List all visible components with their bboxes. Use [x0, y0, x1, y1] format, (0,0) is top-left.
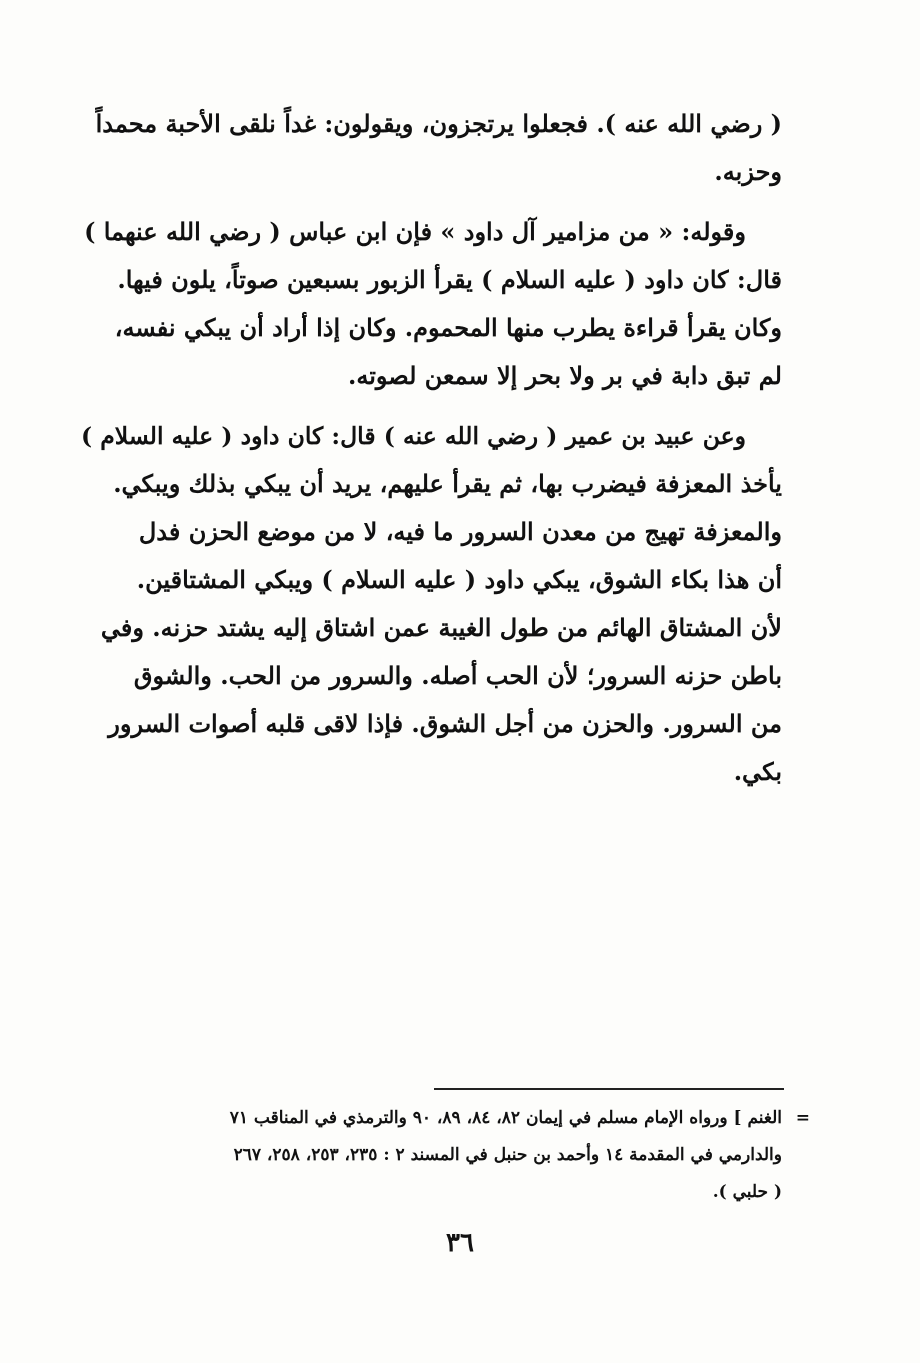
text-line: من السرور. والحزن من أجل الشوق. فإذا لاقى قلبه أصوات السرور — [108, 709, 782, 738]
main-text — [78, 100, 782, 808]
text-line: قال: كان داود ( عليه السلام ) يقرأ الزبور بسبعين صوتاً، يلون فيها. — [117, 265, 782, 294]
footnote-line: الغنم ] ورواه الإمام مسلم في إيمان ٨٢، ٨٤، ٨٩، ٩٠ والترمذي في المناقب ٧١ — [229, 1108, 782, 1128]
text-line: بكي. — [733, 757, 782, 786]
paragraph-3 — [78, 412, 782, 796]
paragraph-2 — [78, 208, 782, 400]
text-line: والمعزفة تهيج من معدن السرور ما فيه، لا من موضع الحزن فدل — [138, 517, 782, 546]
footnote — [78, 1100, 810, 1211]
text-line: وكان يقرأ قراءة يطرب منها المحموم. وكان إذا أراد أن يبكي نفسه، — [114, 313, 782, 342]
text-line: ( رضي الله عنه ). فجعلوا يرتجزون، ويقولون: غداً نلقى الأحبة محمداً — [95, 109, 782, 138]
text-line: لأن المشتاق الهائم من طول الغيبة عمن اشتاق إليه يشتد حزنه. وفي — [100, 613, 782, 642]
footnote-line: والدارمي في المقدمة ١٤ وأحمد بن حنبل في المسند ٢ : ٢٣٥، ٢٥٣، ٢٥٨، ٢٦٧ — [233, 1145, 782, 1165]
text-line: وعن عبيد بن عمير ( رضي الله عنه ) قال: كان داود ( عليه السلام ) — [80, 422, 746, 450]
paragraph-1 — [78, 100, 782, 196]
text-line: وقوله: « من مزامير آل داود » فإن ابن عباس ( رضي الله عنهما ) — [84, 217, 746, 246]
text-line: يأخذ المعزفة فيضرب بها، ثم يقرأ عليهم، يريد أن يبكي بذلك ويبكي. — [113, 469, 782, 498]
footnote-divider — [434, 1088, 784, 1090]
text-line: باطن حزنه السرور؛ لأن الحب أصله. والسرور من الحب. والشوق — [133, 661, 782, 690]
page-number: ٣٦ — [446, 1228, 474, 1258]
text-line: لم تبق دابة في بر ولا بحر إلا سمعن لصوته. — [347, 361, 782, 390]
text-line: وحزبه. — [714, 157, 782, 186]
footnote-line: ( حلبي ). — [712, 1182, 782, 1202]
text-line: أن هذا بكاء الشوق، يبكي داود ( عليه السلام ) ويبكي المشتاقين. — [136, 565, 782, 594]
footnote-continuation-marker: = — [795, 1108, 810, 1128]
